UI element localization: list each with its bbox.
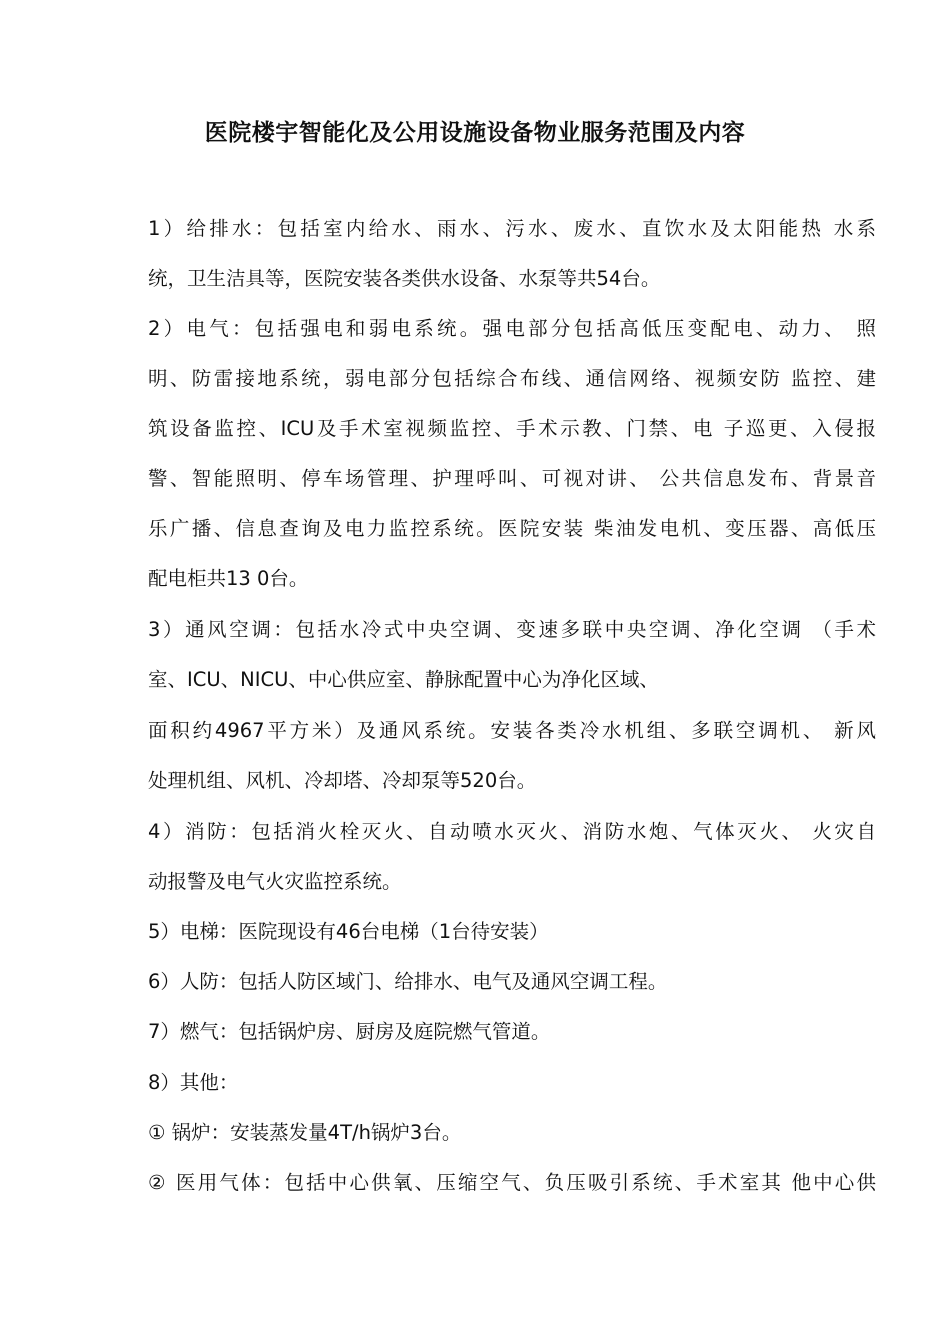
text-line: 2）电气：包括强电和弱电系统。强电部分包括高低压变配电、动力、 照 <box>148 317 876 340</box>
text-line: 1）给排水：包括室内给水、雨水、污水、废水、直饮水及太阳能热 水系 <box>148 217 876 240</box>
document-title: 医院楼宇智能化及公用设施设备物业服务范围及内容 <box>204 120 746 146</box>
text-line: 5）电梯：医院现设有46台电梯（1台待安装） <box>148 920 549 943</box>
text-line: 8）其他： <box>148 1071 239 1094</box>
text-line: 统，卫生洁具等，医院安装各类供水设备、水泵等共54台。 <box>148 267 661 290</box>
text-line: 3）通风空调：包括水冷式中央空调、变速多联中央空调、净化空调 （手术 <box>148 618 876 641</box>
text-line: 7）燃气：包括锅炉房、厨房及庭院燃气管道。 <box>148 1020 551 1043</box>
text-line: 配电柜共13 0台。 <box>148 567 309 590</box>
text-line: ② 医用气体：包括中心供氧、压缩空气、负压吸引系统、手术室其 他中心供 <box>148 1171 876 1194</box>
text-line: 明、防雷接地系统，弱电部分包括综合布线、通信网络、视频安防 监控、建 <box>148 367 876 390</box>
text-line: 4）消防：包括消火栓灭火、自动喷水灭火、消防水炮、气体灭火、 火灾自 <box>148 820 876 843</box>
text-line: 处理机组、风机、冷却塔、冷却泵等520台。 <box>148 769 537 792</box>
text-line: 动报警及电气火灾监控系统。 <box>148 870 402 893</box>
text-line: 室、ICU、NICU、中心供应室、静脉配置中心为净化区域、 <box>148 668 659 691</box>
text-line: 面积约4967平方米）及通风系统。安装各类冷水机组、多联空调机、 新风 <box>148 719 876 742</box>
text-line: 6）人防：包括人防区域门、给排水、电气及通风空调工程。 <box>148 970 668 993</box>
text-line: 警、智能照明、停车场管理、护理呼叫、可视对讲、 公共信息发布、背景音 <box>148 467 876 490</box>
text-line: 乐广播、信息查询及电力监控系统。医院安装 柴油发电机、变压器、高低压 <box>148 517 876 540</box>
text-line: 筑设备监控、ICU及手术室视频监控、手术示教、门禁、电 子巡更、入侵报 <box>148 417 876 440</box>
text-line: ① 锅炉：安装蒸发量4T/h锅炉3台。 <box>148 1121 462 1144</box>
